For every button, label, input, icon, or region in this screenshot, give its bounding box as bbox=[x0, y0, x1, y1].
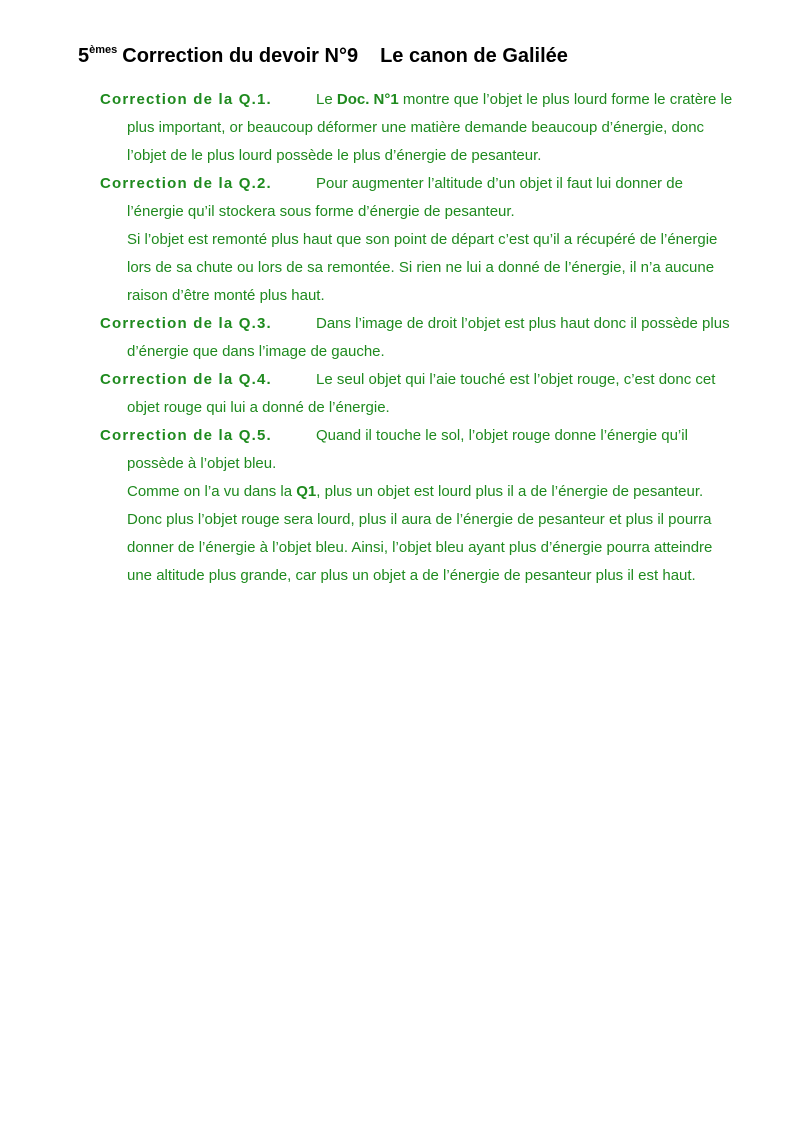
page-title bbox=[78, 44, 568, 68]
answer-text: Le seul objet qui l’aie touché est l’objet rouge, c’est donc cet objet rouge qui lui a donné de l’énergie. bbox=[127, 371, 716, 416]
answer-text: Comme on l’a vu dans la bbox=[127, 483, 297, 500]
grade-level: 5 bbox=[78, 45, 90, 67]
document-title: Correction du devoir N°9 bbox=[122, 45, 359, 67]
document-reference: Doc. N°1 bbox=[336, 91, 399, 108]
answer-text: Quand il touche le sol, l’objet rouge donne l’énergie qu’il possède à l’objet bleu. bbox=[127, 427, 688, 472]
answer-paragraph bbox=[100, 170, 740, 226]
question-label: Correction de la Q.4. bbox=[100, 371, 272, 388]
answer-text: montre que l’objet le plus lourd forme le cratère le plus important, or beaucoup déformer une matière demande beaucoup d’énergie, donc l’objet de le plus lourd possède le plus d’énergie de pesanteur. bbox=[127, 91, 733, 164]
answer-paragraph: Si l’objet est remonté plus haut que son point de départ c’est qu’il a récupéré de l’énergie lors de sa chute ou lors de sa remontée. Si rien ne lui a donné de l’énergie, il n’a aucune raison d’être monté plus haut. bbox=[127, 231, 718, 304]
answer-q3 bbox=[100, 310, 740, 366]
question-reference: Q1 bbox=[296, 483, 317, 500]
answer-text: Pour augmenter l’altitude d’un objet il faut lui donner de l’énergie qu’il stockera sous forme d’énergie de pesanteur. bbox=[127, 175, 683, 220]
answer-paragraph bbox=[100, 86, 740, 170]
question-label: Correction de la Q.3. bbox=[100, 315, 272, 332]
question-label: Correction de la Q.1. bbox=[100, 91, 272, 108]
answer-q1 bbox=[100, 86, 740, 170]
corrections-body bbox=[100, 86, 740, 590]
answer-text: , plus un objet est lourd plus il a de l’énergie de pesanteur. Donc plus l’objet rouge sera lourd, plus il aura de l’énergie de pesanteur et plus il pourra donner de l’énergie à l’objet bleu. Ainsi, l’objet bleu ayant plus d’énergie pourra atteindre une altitude plus grande, car plus un objet a de l’énergie de pesanteur plus il est haut. bbox=[127, 483, 713, 584]
answer-q2 bbox=[100, 170, 740, 310]
answer-q5 bbox=[100, 422, 740, 590]
answer-paragraph bbox=[100, 422, 740, 478]
answer-q4 bbox=[100, 366, 740, 422]
grade-suffix: èmes bbox=[89, 44, 118, 56]
answer-paragraph bbox=[100, 366, 740, 422]
question-label: Correction de la Q.5. bbox=[100, 427, 272, 444]
question-label: Correction de la Q.2. bbox=[100, 175, 272, 192]
answer-text: Dans l’image de droit l’objet est plus haut donc il possède plus d’énergie que dans l’image de gauche. bbox=[127, 315, 730, 360]
answer-paragraph bbox=[100, 310, 740, 366]
answer-text: Le bbox=[316, 91, 337, 108]
document-subtitle: Le canon de Galilée bbox=[380, 45, 568, 67]
answer-paragraph bbox=[100, 478, 740, 590]
